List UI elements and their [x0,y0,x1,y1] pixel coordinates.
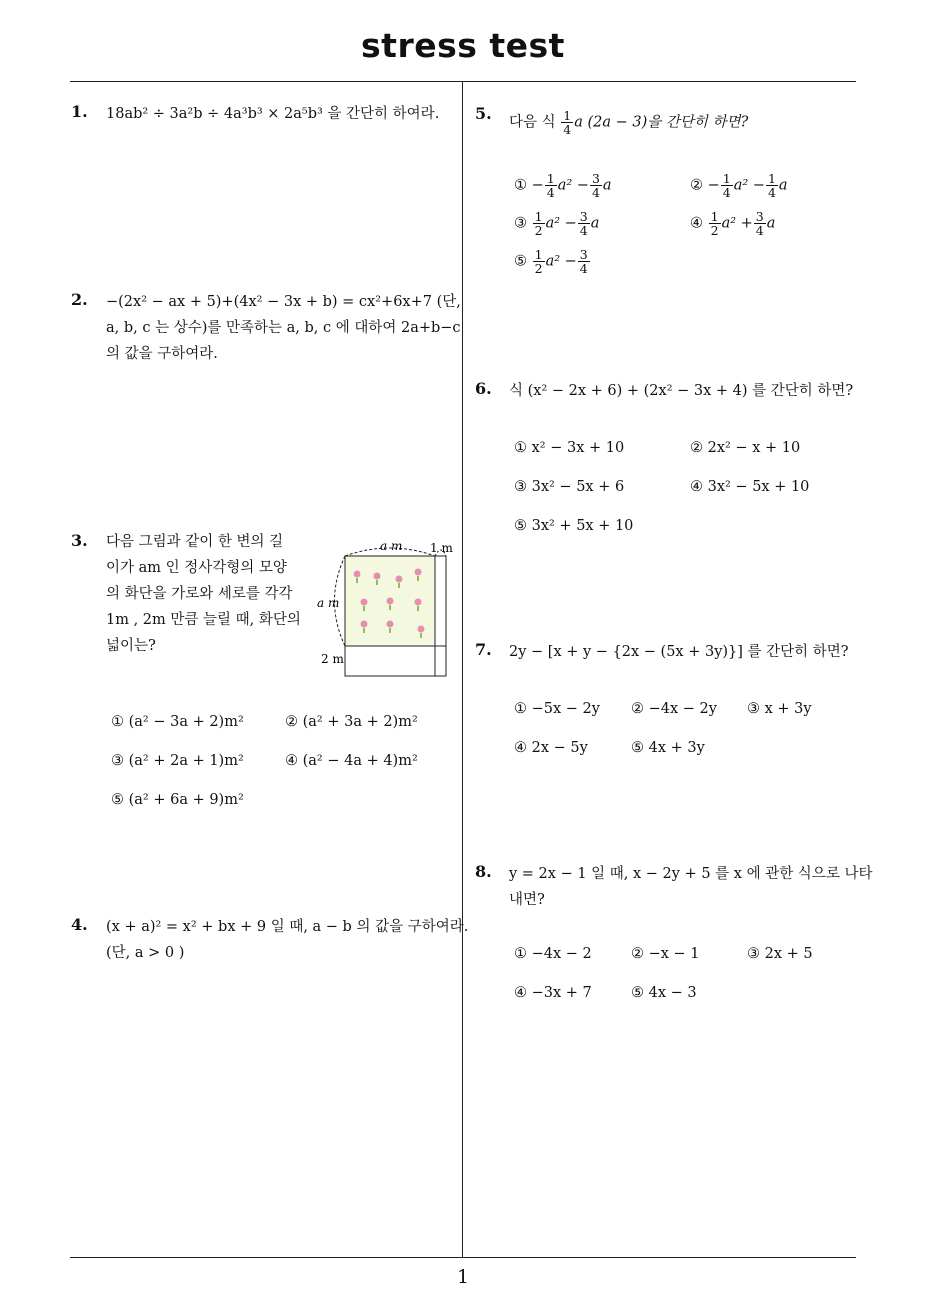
q8-option-5[interactable]: ⑤ 4x − 3 [631,985,697,1001]
q6-option-3[interactable]: ③ 3x² − 5x + 6 [514,479,625,495]
column-divider [462,82,463,1258]
question-4-line-2: (단, a > 0 ) [106,945,185,961]
page-title: stress test [361,26,565,65]
header-rule [70,81,856,82]
q3-option-2[interactable]: ② (a² + 3a + 2)m² [285,714,418,730]
question-4-line-1: (x + a)² = x² + bx + 9 일 때, a − b 의 값을 구하여라. [106,919,469,935]
q6-option-5[interactable]: ⑤ 3x² + 5x + 10 [514,518,634,534]
q3-option-3[interactable]: ③ (a² + 2a + 1)m² [111,753,244,769]
q5-post: a (2a − 3)을 간단히 하면? [574,114,749,131]
question-8-number: 8. [475,862,492,881]
q7-option-4[interactable]: ④ 2x − 5y [514,740,588,756]
page-number: 1 [456,1266,470,1288]
q8-option-1[interactable]: ① −4x − 2 [514,946,592,962]
question-6-number: 6. [475,379,492,398]
q7-option-2[interactable]: ② −4x − 2y [631,701,717,717]
question-4-number: 4. [71,915,88,934]
question-3-line-5: 넓이는? [106,638,156,654]
q5-option-4[interactable]: ④ $\frac{1}{2}$ a² + $\frac{3}{4}$ a [690,209,776,238]
q8-option-3[interactable]: ③ 2x + 5 [747,946,813,962]
question-7-text: 2y − [x + y − {2x − (5x + 3y)}] 를 간단히 하면? [509,644,849,660]
q5-option-3[interactable]: ③ $\frac{1}{2}$ a² − $\frac{3}{4}$ a [514,209,600,238]
question-3-number: 3. [71,531,88,550]
question-2-line-2: a, b, c 는 상수)를 만족하는 a, b, c 에 대하여 2a+b−c [106,320,461,336]
question-3-line-4: 1m , 2m 만큼 늘릴 때, 화단의 [106,612,301,628]
q5-option-5[interactable]: ⑤ $\frac{1}{2}$ a² − $\frac{3}{4}$ [514,247,588,276]
q8-option-4[interactable]: ④ −3x + 7 [514,985,592,1001]
footer-rule [70,1257,856,1258]
q6-option-1[interactable]: ① x² − 3x + 10 [514,440,625,456]
question-1-text: 18ab² ÷ 3a²b ÷ 4a³b³ × 2a⁵b³ 을 간단히 하여라. [106,106,440,122]
q5-pre: 다음 식 [509,114,556,131]
question-7-number: 7. [475,640,492,659]
q3-option-5[interactable]: ⑤ (a² + 6a + 9)m² [111,792,244,808]
flowerbed-figure [310,532,458,680]
q7-option-1[interactable]: ① −5x − 2y [514,701,600,717]
q5-option-1[interactable]: ① − $\frac{1}{4}$ a² − $\frac{3}{4}$ a [514,171,612,200]
question-6-text: 식 (x² − 2x + 6) + (2x² − 3x + 4) 를 간단히 하면? [509,383,854,399]
label-left: a m [317,596,340,610]
question-1-number: 1. [71,102,88,121]
question-3-line-3: 의 화단을 가로와 세로를 각각 [106,586,293,602]
question-2-line-3: 의 값을 구하여라. [106,346,218,362]
question-8-line-1: y = 2x − 1 일 때, x − 2y + 5 를 x 에 관한 식으로 나타 [509,866,873,882]
q5-option-2[interactable]: ② − $\frac{1}{4}$ a² − $\frac{1}{4}$ a [690,171,788,200]
q3-option-4[interactable]: ④ (a² − 4a + 4)m² [285,753,418,769]
label-top: a m [380,539,403,553]
question-3-line-1: 다음 그림과 같이 한 변의 길 [106,534,284,550]
question-5-number: 5. [475,104,492,123]
question-3-line-2: 이가 am 인 정사각형의 모양 [106,560,287,576]
label-right-top: 1 m [430,541,453,555]
question-5-text: 다음 식 $\frac{1}{4}$ a (2a − 3)을 간단히 하면? [509,108,749,137]
question-2-line-1: −(2x² − ax + 5)+(4x² − 3x + b) = cx²+6x+7 (단, [106,294,461,310]
q7-option-5[interactable]: ⑤ 4x + 3y [631,740,705,756]
q6-option-2[interactable]: ② 2x² − x + 10 [690,440,801,456]
q3-option-1[interactable]: ① (a² − 3a + 2)m² [111,714,244,730]
label-bottom-left: 2 m [321,652,344,666]
q8-option-2[interactable]: ② −x − 1 [631,946,700,962]
q6-option-4[interactable]: ④ 3x² − 5x + 10 [690,479,810,495]
q7-option-3[interactable]: ③ x + 3y [747,701,812,717]
question-2-number: 2. [71,290,88,309]
question-8-line-2: 내면? [509,892,545,908]
